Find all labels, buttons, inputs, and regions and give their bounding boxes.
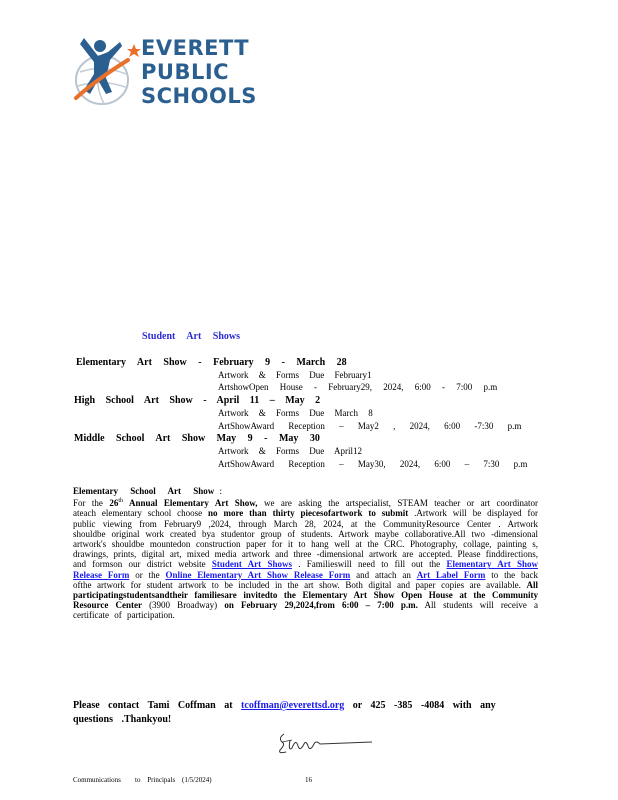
paragraph-text: All students will receive a certificate of participation. (73, 600, 538, 621)
footer-audience-text: to Principals (135, 776, 176, 784)
paragraph-title: Elementary School Art Show (73, 486, 215, 496)
schedule-item: Artwork & Forms Due March 8 (218, 408, 373, 418)
contact-text: Please contact Tami Coffman at (73, 700, 242, 711)
open-house-date: on February 29,2024,from 6:00 – 7:00 p.m. (224, 600, 418, 611)
page-number: 16 (305, 776, 312, 784)
logo-word-public: PUBLIC (141, 60, 230, 84)
paragraph-text: .Artwork will be displayed for public viewing from February9 ,2024, through March 28, 2024, at the CommunityResource Center . Artwork shouldbe original work created bya studentor group of students. Artwork maybe collaborative.All two -dimensional artwork's shouldbe mountedon construction paper for it to hang well at the CRC. Photography, collage, painting s, drawings, prints, digital art, mixed media artwork and three -dimensional artwork are accepted. Please finddirections, and formson our district website (73, 508, 538, 570)
section-title: Student Art Shows (142, 331, 241, 342)
paragraph-text: . Familieswill need to fill out the (291, 559, 447, 570)
high-school-schedule-heading: High School Art Show - April 11 – May 2 (74, 395, 321, 406)
student-art-shows-link[interactable]: Student Art Shows (211, 559, 292, 570)
contact-line (73, 699, 538, 727)
footer-left-text: Communications (73, 776, 121, 784)
signature-image (276, 730, 376, 756)
everett-public-schools-logo (70, 34, 260, 114)
annual-show-name: Annual Elementary Art Show, (123, 498, 258, 509)
open-house-invitation: All participatingstudentsandtheir familiesare invitedto the Elementary Art Show Open House at the Community Resource Center (73, 579, 538, 611)
logo-figure-icon (70, 34, 142, 114)
paragraph-text: (3900 Broadway) (141, 600, 225, 611)
contact-text: or 425 -385 -4084 with any questions .Thankyou! (73, 700, 496, 725)
submission-limit: no more than thirty piecesofartwork to submit (208, 508, 409, 519)
art-label-form-link[interactable]: Art Label Form (416, 569, 486, 580)
contact-email-link[interactable]: tcoffman@everettsd.org (241, 700, 345, 711)
logo-word-everett: EVERETT (141, 36, 250, 60)
paragraph-text: or the (129, 569, 166, 580)
schedule-item: ArtShowAward Reception – May2 , 2024, 6:00 -7:30 p.m (218, 421, 522, 431)
schedule-item: ArtshowOpen House - February29, 2024, 6:00 - 7:00 p.m (218, 382, 498, 392)
paragraph-text: For the (73, 498, 110, 509)
elementary-art-show-paragraph: Elementary School Art Show : For the 26th Annual Elementary Art Show, we are asking the artspecialist, STEAM teacher or art coordinator ateach elementary school choose no more than thirty piecesofartwork to submit .Artwork will be displayed for public viewing from February9 ,2024, through March 28, 2024, at the CommunityResource Center . Artwork shouldbe original work created bya studentor group of students. Artwork maybe collaborative.All two -dimensional artwork's shouldbe mountedon construction paper for it to hang well at the CRC. Photography, collage, painting s, drawings, prints, digital art, mixed media artwork and three -dimensional artwork are accepted. Please finddirections, and formson our district website Student Art Shows . Familieswill need to fill out the Elementary Art Show Release Form or the Online Elementary Art Show Release Form and attach an Art Label Form to the back ofthe artwork for student artwork to be included in the art show. Both digital and paper copies are available. All participatingstudentsandtheir familiesare invitedto the Elementary Art Show Open House at the Community Resource Center (3900 Broadway) on February 29,2024,from 6:00 – 7:00 p.m. All students will receive a certificate of participation. (73, 486, 538, 621)
anniversary-number: 26 (109, 498, 119, 509)
footer-date: (1/5/2024) (182, 776, 212, 784)
schedule-item: ArtShowAward Reception – May30, 2024, 6:00 – 7:30 p.m (218, 459, 528, 469)
ordinal-suffix: th (118, 498, 124, 505)
schedule-item: Artwork & Forms Due February1 (218, 370, 372, 380)
elementary-schedule-heading: Elementary Art Show - February 9 - March 28 (76, 357, 347, 368)
logo-word-schools: SCHOOLS (141, 84, 257, 108)
paragraph-text: to the back ofthe artwork for student artwork to be included in the art show. Both digital and paper copies are available. (73, 569, 538, 590)
release-form-link[interactable]: Elementary Art Show Release Form (73, 559, 538, 580)
online-release-form-link[interactable]: Online Elementary Art Show Release Form (165, 569, 351, 580)
paragraph-text: we are asking the artspecialist, STEAM teacher or art coordinator ateach elementary school choose (73, 498, 538, 519)
paragraph-text: and attach an (350, 569, 417, 580)
schedule-item: Artwork & Forms Due April12 (218, 446, 362, 456)
middle-school-schedule-heading: Middle School Art Show May 9 - May 30 (74, 433, 320, 444)
